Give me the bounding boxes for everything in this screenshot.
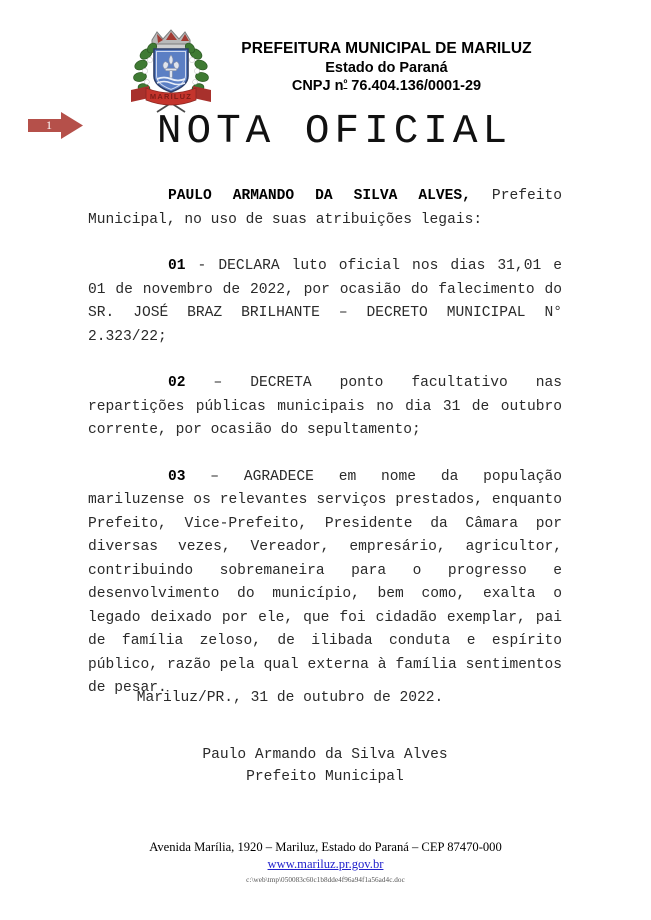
paragraph-item-01 (88, 255, 562, 349)
paragraph-item-02 (88, 372, 562, 443)
header-cnpj-value: 76.404.136/0001-29 (347, 77, 482, 94)
item-02-text: – DECRETA ponto facultativo nas repartições públicas municipais no dia 31 de outubro corrente, por ocasião do sepultamento; (88, 375, 562, 438)
document-header (0, 22, 651, 118)
date-line: Mariluz/PR., 31 de outubro de 2022. (136, 690, 444, 706)
paragraph-intro (88, 185, 562, 232)
header-title-municipality: PREFEITURA MUNICIPAL DE MARILUZ (241, 40, 532, 57)
item-03-number: 03 (168, 468, 186, 485)
coat-of-arms-icon (119, 24, 223, 118)
ordinal-indicator-icon: º (343, 77, 348, 90)
item-01-text: - DECLARA luto oficial nos dias 31,01 e 01 de novembro de 2022, por ocasião do falecimento do SR. JOSÉ BRAZ BRILHANTE – DECRETO MUNICIPAL N° 2.323/22; (88, 258, 562, 345)
header-text-block (241, 22, 531, 95)
annotation-marker-label: 1 (46, 118, 52, 132)
footer-address: Avenida Marília, 1920 – Mariluz, Estado do Paraná – CEP 87470-000 (149, 840, 502, 854)
item-02-number: 02 (168, 375, 186, 391)
intro-remainder: Prefeito Municipal, no uso de suas atribuições legais: (88, 188, 562, 228)
document-body (88, 185, 562, 701)
header-cnpj (241, 77, 531, 95)
mayor-name-bold: PAULO ARMANDO DA SILVA ALVES, (168, 188, 471, 204)
signature-name: Paulo Armando da Silva Alves (202, 747, 448, 763)
item-03-text: – AGRADECE em nome da população mariluzense os relevantes serviços prestados, enquanto Prefeito, Vice-Prefeito, Presidente da Câmara por diversas vezes, Vereador, empresário, agricultor, contribuindo sobremaneira para o progresso e desenvolvimento do município, bem como, exalta o legado deixado por ele, que foi cidadão exemplar, pai de família zeloso, de ilibada conduta e espírito público, razão pela qual externa à família sentimentos de pesar. (88, 468, 562, 696)
item-01-number: 01 (168, 258, 186, 274)
paragraph-item-03 (88, 466, 562, 701)
coat-of-arms-banner-text: MARILUZ (150, 92, 193, 101)
page-title: NOTA OFICIAL (156, 109, 513, 155)
footer-file-path: c:\web\tmp\050083c60c1b8dde4f96a94f1a56ad4c.doc (246, 876, 405, 884)
signature-block (88, 744, 562, 788)
document-footer (0, 840, 651, 885)
footer-website-link[interactable]: www.mariluz.pr.gov.br (267, 857, 384, 871)
header-state: Estado do Paraná (325, 59, 448, 76)
header-cnpj-prefix: CNPJ n (291, 77, 344, 94)
signature-role: Prefeito Municipal (246, 769, 404, 785)
